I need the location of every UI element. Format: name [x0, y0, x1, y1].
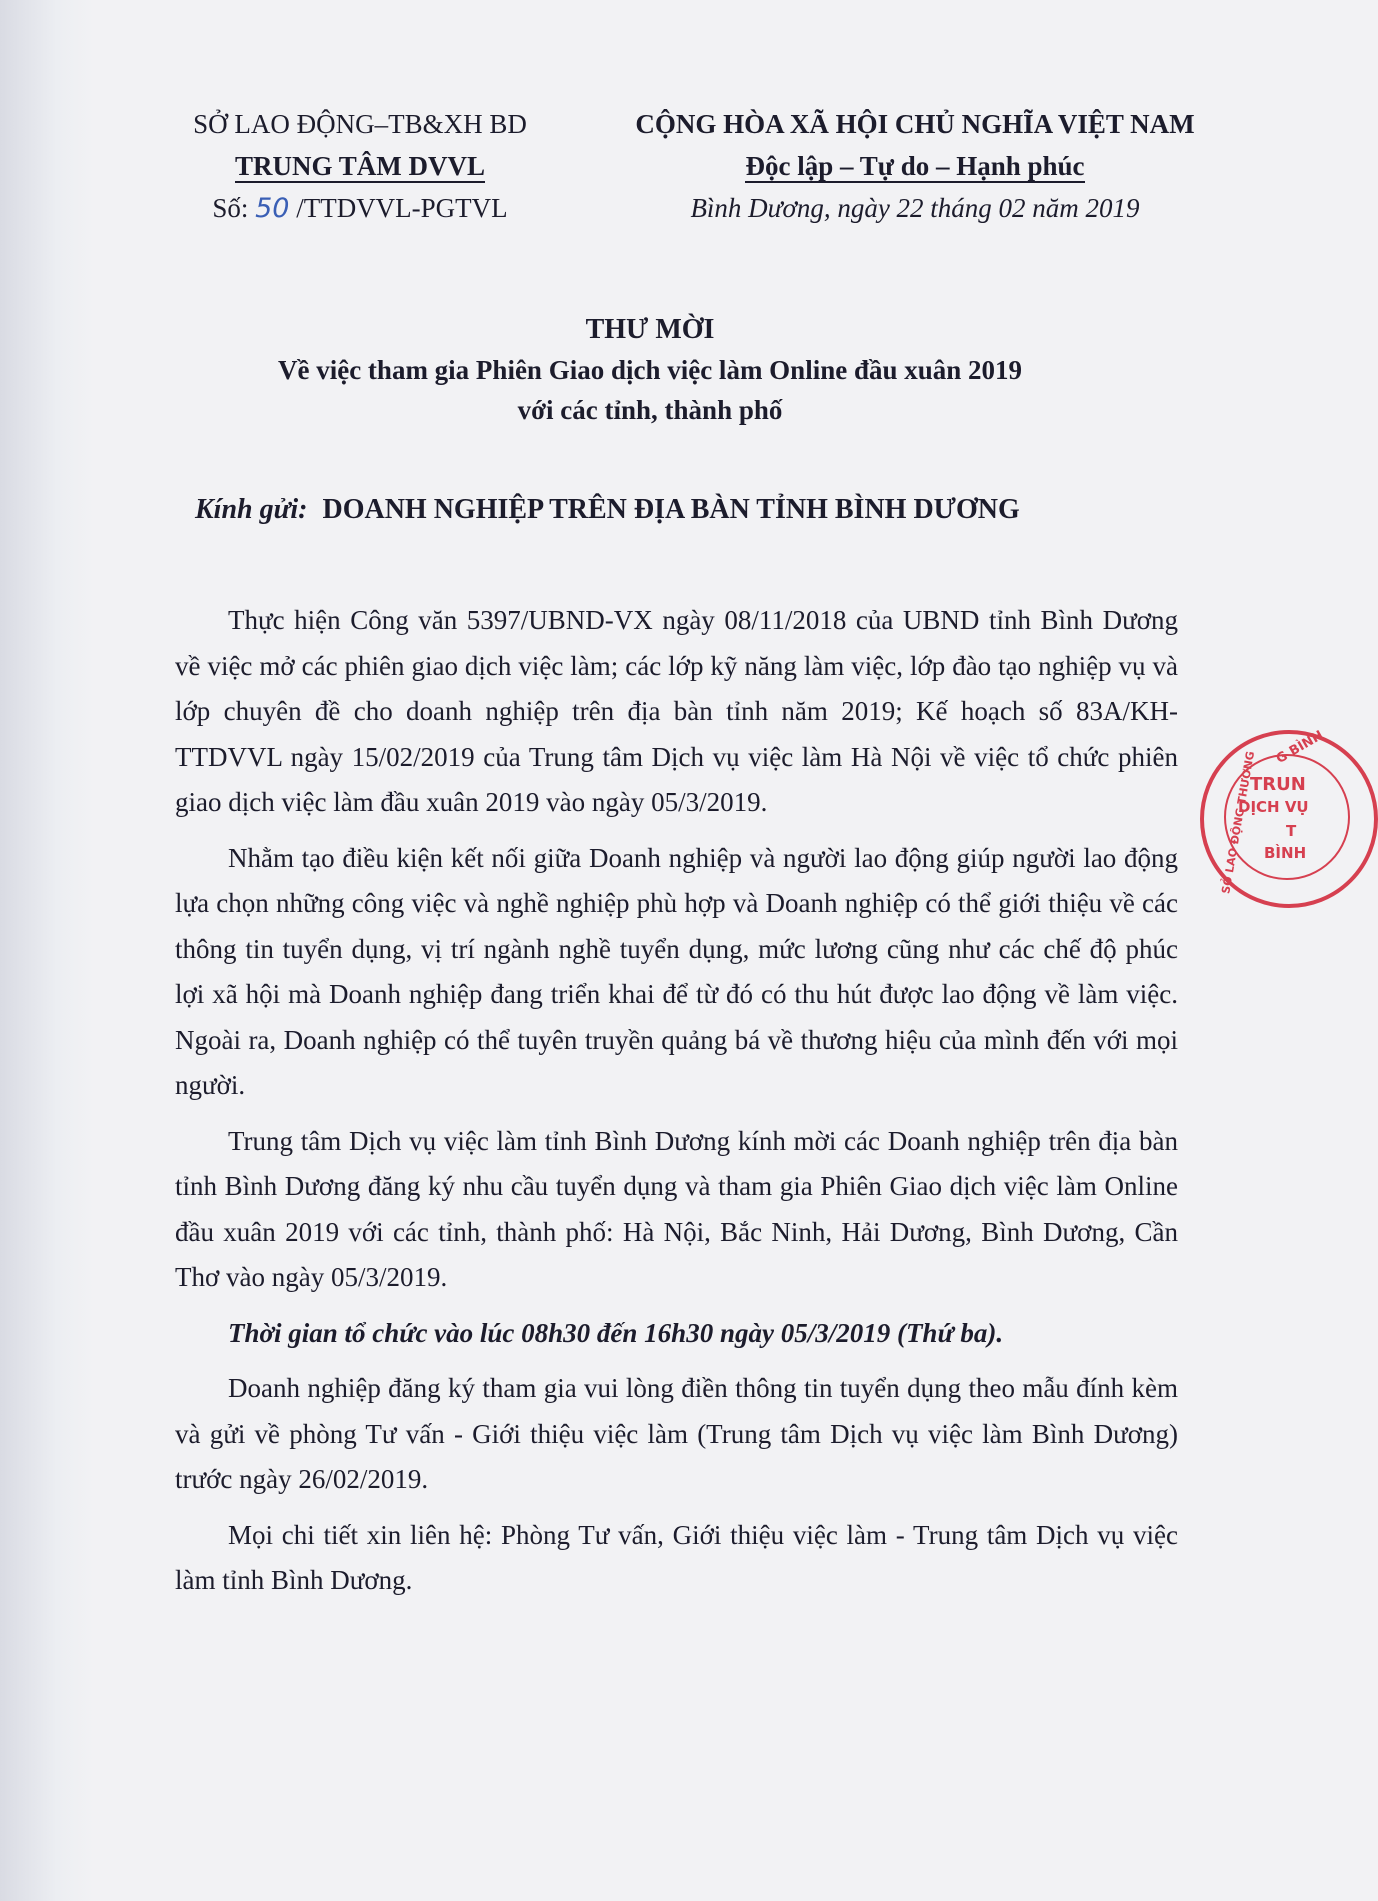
country-name: CỘNG HÒA XÃ HỘI CHỦ NGHĨA VIỆT NAM	[635, 109, 1195, 139]
document-subject-line2: với các tỉnh, thành phố	[517, 395, 783, 425]
body-paragraph-6: Mọi chi tiết xin liên hệ: Phòng Tư vấn, Giới thiệu việc làm - Trung tâm Dịch vụ việc làm tỉnh Bình Dương.	[175, 1519, 1178, 1595]
motto: Độc lập – Tự do – Hạnh phúc	[745, 151, 1085, 181]
event-time: Thời gian tổ chức vào lúc 08h30 đến 16h30 ngày 05/3/2019 (Thứ ba).	[228, 1317, 1004, 1348]
red-seal-stamp: G BÌNH SỞ LAO ĐỘNG THƯƠNG TRUN DỊCH VỤ T BÌNH	[1200, 730, 1378, 908]
place-date: Bình Dương, ngày 22 tháng 02 năm 2019	[690, 193, 1140, 223]
body-paragraph-1: Thực hiện Công văn 5397/UBND-VX ngày 08/11/2018 của UBND tỉnh Bình Dương về việc mở các phiên giao dịch việc làm; các lớp kỹ năng làm việc, lớp đào tạo nghiệp vụ và lớp chuyên đề cho doanh nghiệp trên địa bàn tỉnh năm 2019; Kế hoạch số 83A/KH-TTDVVL ngày 15/02/2019 của Trung tâm Dịch vụ việc làm Hà Nội về việc tổ chức phiên giao dịch việc làm đầu xuân 2019 vào ngày 05/3/2019.	[175, 605, 1178, 817]
document-body	[175, 598, 1178, 1614]
document-number: Số: 50 /TTDVVL-PGTVL	[212, 193, 508, 224]
recipient-line	[195, 494, 1020, 526]
issuer-center: TRUNG TÂM DVVL	[234, 151, 485, 181]
document-subject-line1: Về việc tham gia Phiên Giao dịch việc làm Online đầu xuân 2019	[277, 355, 1023, 385]
national-motto-block	[590, 103, 1240, 229]
document-title-block	[160, 310, 1140, 430]
scan-shadow	[0, 0, 95, 1901]
recipient-value: DOANH NGHIỆP TRÊN ĐỊA BÀN TỈNH BÌNH DƯƠNG	[322, 494, 1020, 525]
body-paragraph-5: Doanh nghiệp đăng ký tham gia vui lòng điền thông tin tuyển dụng theo mẫu đính kèm và gửi về phòng Tư vấn - Giới thiệu việc làm (Trung tâm Dịch vụ việc làm Bình Dương) trước ngày 26/02/2019.	[175, 1373, 1178, 1494]
body-paragraph-2: Nhằm tạo điều kiện kết nối giữa Doanh nghiệp và người lao động giúp người lao động lựa chọn những công việc và nghề nghiệp phù hợp và Doanh nghiệp có thể giới thiệu về các thông tin tuyển dụng, vị trí ngành nghề tuyển dụng, mức lương cũng như các chế độ phúc lợi xã hội mà Doanh nghiệp đang triển khai để từ đó có thu hút được lao động về làm việc. Ngoài ra, Doanh nghiệp có thể tuyên truyền quảng bá về thương hiệu của mình đến với mọi người.	[175, 842, 1178, 1100]
document-title: THƯ MỜI	[585, 314, 715, 345]
recipient-label: Kính gửi:	[195, 494, 308, 525]
body-paragraph-3: Trung tâm Dịch vụ việc làm tỉnh Bình Dương kính mời các Doanh nghiệp trên địa bàn tỉnh Bình Dương đăng ký nhu cầu tuyển dụng và tham gia Phiên Giao dịch việc làm Online đầu xuân 2019 với các tỉnh, thành phố: Hà Nội, Bắc Ninh, Hải Dương, Bình Dương, Cần Thơ vào ngày 05/3/2019.	[175, 1125, 1178, 1292]
issuer-block	[160, 103, 560, 230]
issuer-department: SỞ LAO ĐỘNG–TB&XH BD	[193, 109, 527, 139]
handwritten-number: 50	[255, 193, 290, 224]
